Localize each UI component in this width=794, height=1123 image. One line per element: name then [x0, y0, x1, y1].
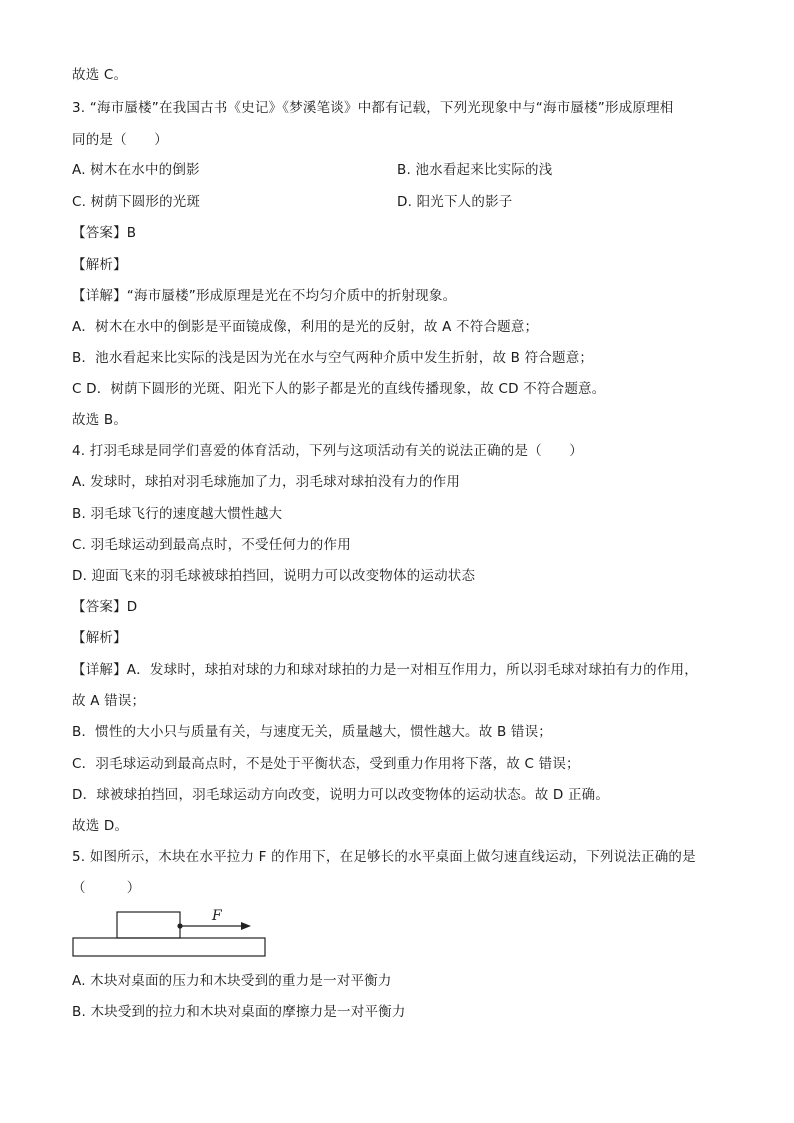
question-3-option-c: C. 树荫下圆形的光斑 — [72, 194, 201, 210]
wooden-block — [117, 912, 180, 938]
question-3-explanation-cd: C D．树荫下圆形的光斑、阳光下人的影子都是光的直线传播现象，故 CD 不符合题意。 — [72, 381, 606, 397]
question-3-choice: 故选 B。 — [72, 412, 128, 428]
force-label: F — [212, 908, 222, 924]
table-surface — [73, 938, 265, 956]
question-5-stem-cont: （ ） — [72, 880, 141, 896]
question-4-option-b: B. 羽毛球飞行的速度越大惯性越大 — [72, 506, 283, 522]
question-3-stem: 3. “海市蜃楼”在我国古书《史记》《梦溪笔谈》中都有记载，下列光现象中与“海市蜃楼”形成原理相 — [72, 100, 674, 116]
question-3-option-d: D. 阳光下人的影子 — [397, 194, 513, 210]
question-4-option-d: D. 迎面飞来的羽毛球被球拍挡回，说明力可以改变物体的运动状态 — [72, 568, 476, 584]
question-4-analysis-heading: 【解析】 — [72, 630, 127, 646]
question-4-explanation-b: B．惯性的大小只与质量有关，与速度无关，质量越大，惯性越大。故 B 错误； — [72, 724, 553, 740]
question-4-detail-cont: 故 A 错误； — [72, 693, 146, 709]
question-4-explanation-c: C．羽毛球运动到最高点时，不是处于平衡状态，受到重力作用将下落，故 C 错误； — [72, 756, 580, 772]
question-4-detail: 【详解】A．发球时，球拍对球的力和球对球拍的力是一对相互作用力，所以羽毛球对球拍有力的作用， — [72, 662, 698, 678]
question-3-option-a: A. 树木在水中的倒影 — [72, 162, 200, 178]
question-5-option-a: A. 木块对桌面的压力和木块受到的重力是一对平衡力 — [72, 973, 392, 989]
question-3-detail: 【详解】“海市蜃楼”形成原理是光在不均匀介质中的折射现象。 — [72, 288, 457, 304]
question-5-stem: 5. 如图所示，木块在水平拉力 F 的作用下，在足够长的水平桌面上做匀速直线运动，下列说法正确的是 — [72, 849, 696, 865]
text-line: 故选 C。 — [72, 67, 128, 83]
question-3-analysis-heading: 【解析】 — [72, 257, 127, 273]
question-4-choice: 故选 D。 — [72, 818, 129, 834]
block-on-table-diagram — [70, 905, 270, 960]
question-3-stem-cont: 同的是（ ） — [72, 132, 168, 148]
question-3-option-b: B. 池水看起来比实际的浅 — [397, 162, 553, 178]
force-arrow-head — [241, 922, 251, 930]
question-4-explanation-d: D．球被球拍挡回，羽毛球运动方向改变，说明力可以改变物体的运动状态。故 D 正确。 — [72, 787, 610, 803]
question-4-answer: 【答案】D — [72, 599, 138, 615]
question-3-explanation-b: B．池水看起来比实际的浅是因为光在水与空气两种介质中发生折射，故 B 符合题意； — [72, 350, 594, 366]
question-4-stem: 4. 打羽毛球是同学们喜爱的体育活动，下列与这项活动有关的说法正确的是（ ） — [72, 443, 583, 459]
question-3-explanation-a: A．树木在水中的倒影是平面镜成像，利用的是光的反射，故 A 不符合题意； — [72, 319, 539, 335]
question-4-option-a: A. 发球时，球拍对羽毛球施加了力，羽毛球对球拍没有力的作用 — [72, 474, 461, 490]
question-3-answer: 【答案】B — [72, 225, 137, 241]
question-5-option-b: B. 木块受到的拉力和木块对桌面的摩擦力是一对平衡力 — [72, 1004, 406, 1020]
force-application-point — [177, 923, 182, 928]
question-4-option-c: C. 羽毛球运动到最高点时，不受任何力的作用 — [72, 537, 351, 553]
